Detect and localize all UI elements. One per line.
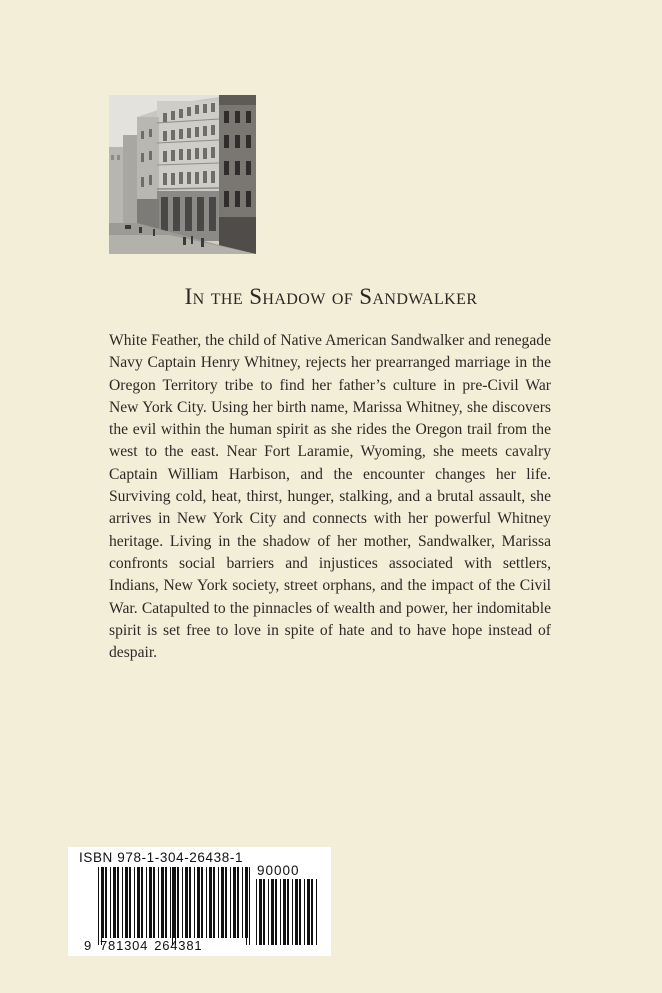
barcode-number-group2: 264381 xyxy=(154,938,203,953)
isbn-barcode xyxy=(68,847,331,956)
barcode-number-lead: 9 xyxy=(84,938,93,953)
isbn-label: ISBN 978-1-304-26438-1 xyxy=(79,850,244,865)
book-blurb: White Feather, the child of Native American Sandwalker and renegade Navy Captain Henry Whitney, rejects her prearranged marriage in the Oregon Territory tribe to find her father’s culture in pre-Civil War New York City. Using her birth name, Marissa Whitney, she discovers the evil within the human spirit as she rides the Oregon trail from the west to the east. Near Fort Laramie, Wyoming, she meets cavalry Captain William Harbison, and the encounter changes her life. Surviving cold, heat, thirst, hunger, stalking, and a brutal assault, she arrives in New York City and connects with her powerful Whitney heritage. Living in the shadow of her mother, Sandwalker, Marissa confronts social barriers and injustices associated with settlers, Indians, New York society, street orphans, and the impact of the Civil War. Catapulted to the pinnacles of wealth and power, her indomitable spirit is set free to love in spite of hate and to have hope instead of despair. xyxy=(109,332,551,662)
barcode-number-group1: 781304 xyxy=(100,938,149,953)
book-title: In the Shadow of Sandwalker xyxy=(184,284,478,309)
barcode-number xyxy=(84,938,202,953)
price-code: 90000 xyxy=(257,863,300,878)
cover-photo-street-scene xyxy=(109,95,256,254)
